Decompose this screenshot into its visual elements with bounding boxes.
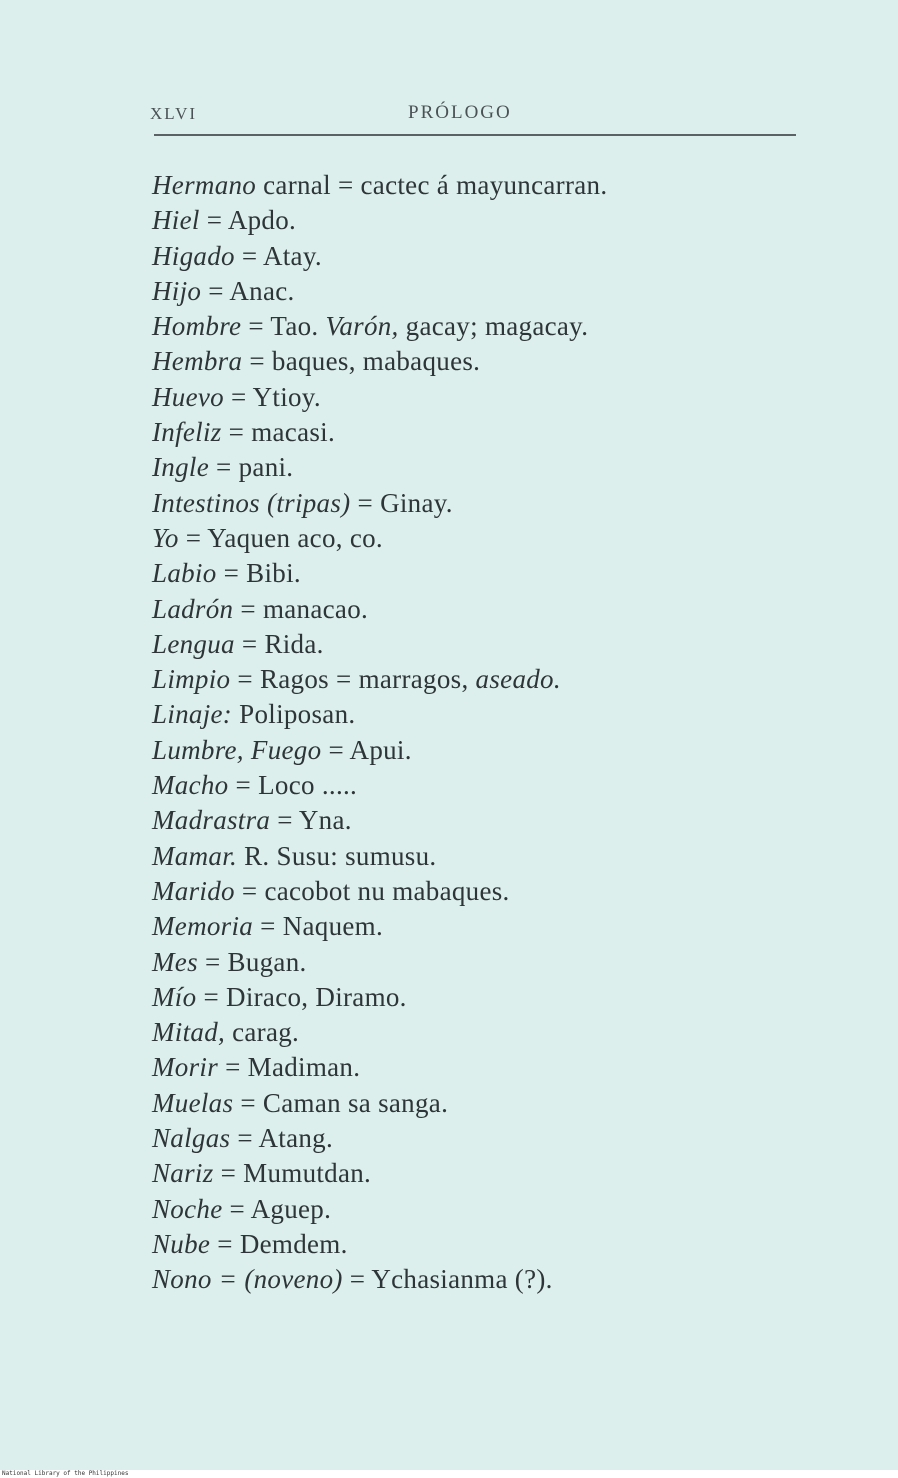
- vocabulary-entry: [152, 168, 852, 203]
- entry-translation: R. Susu: sumusu.: [237, 840, 437, 871]
- entry-term: Lumbre, Fuego: [152, 734, 322, 765]
- entry-term: Infeliz: [152, 417, 222, 448]
- entry-term: Ladrón: [152, 593, 234, 624]
- entry-translation: = baques, mabaques.: [242, 346, 481, 377]
- entry-translation: = Ragos = marragos,: [230, 664, 476, 695]
- vocabulary-entry: [152, 803, 852, 838]
- entry-translation: = Rida.: [234, 628, 324, 659]
- vocabulary-entry: [152, 556, 852, 591]
- entry-translation: = Naquem.: [253, 911, 384, 942]
- entry-translation: = Demdem.: [210, 1228, 348, 1259]
- vocabulary-entry: [152, 203, 852, 238]
- entry-translation: Poliposan.: [232, 699, 356, 730]
- entry-term: Memoria: [152, 911, 254, 942]
- entry-term: Huevo: [152, 381, 224, 412]
- entry-term: Muelas: [152, 1087, 234, 1118]
- vocabulary-entry: [152, 521, 852, 556]
- header-rule: [154, 134, 796, 136]
- entry-term: Hiel: [152, 205, 200, 236]
- vocabulary-list: [152, 168, 852, 1298]
- entry-translation: = Bibi.: [216, 558, 301, 589]
- vocabulary-entry: [152, 239, 852, 274]
- entry-term: Morir: [152, 1052, 219, 1083]
- entry-term: Limpio: [152, 664, 231, 695]
- entry-term: Higado: [152, 240, 235, 271]
- vocabulary-entry: [152, 733, 852, 768]
- entry-translation: = Apui.: [321, 734, 412, 765]
- vocabulary-entry: [152, 980, 852, 1015]
- vocabulary-entry: [152, 874, 852, 909]
- entry-translation: = Mumutdan.: [213, 1158, 372, 1189]
- entry-translation: = Caman sa sanga.: [233, 1087, 449, 1118]
- vocabulary-entry: [152, 697, 852, 732]
- entry-translation: = Loco .....: [228, 770, 358, 801]
- vocabulary-entry: [152, 1121, 852, 1156]
- vocabulary-entry: [152, 1086, 852, 1121]
- entry-term: Hermano: [152, 170, 257, 200]
- entry-term: Nono = (noveno): [152, 1264, 343, 1295]
- entry-translation: = Yaquen aco, co.: [178, 522, 383, 553]
- page-header: [150, 100, 796, 134]
- vocabulary-entry: [152, 344, 852, 379]
- vocabulary-entry: [152, 1050, 852, 1085]
- entry-translation: = Diraco, Diramo.: [196, 981, 407, 1012]
- vocabulary-entry: [152, 486, 852, 521]
- entry-translation: = Anac.: [201, 275, 295, 306]
- entry-term: Nariz: [152, 1158, 214, 1189]
- entry-term: Mes: [152, 946, 198, 977]
- entry-term: Hijo: [152, 275, 202, 306]
- entry-translation: carag.: [225, 1017, 300, 1048]
- entry-term: Ingle: [152, 452, 209, 483]
- vocabulary-entry: [152, 415, 852, 450]
- vocabulary-entry: [152, 627, 852, 662]
- entry-term: Noche: [152, 1193, 223, 1224]
- entry-translation: = manacao.: [233, 593, 369, 624]
- vocabulary-entry: [152, 1156, 852, 1191]
- entry-translation: = Ginay.: [350, 487, 453, 518]
- entry-term: Mitad,: [152, 1017, 226, 1048]
- vocabulary-entry: [152, 450, 852, 485]
- entry-term: Hembra: [152, 346, 243, 377]
- entry-translation: = Atang.: [230, 1123, 333, 1154]
- entry-term: Nube: [152, 1228, 211, 1259]
- entry-translation: = Bugan.: [197, 946, 307, 977]
- entry-translation: = macasi.: [221, 417, 336, 448]
- vocabulary-entry: [152, 309, 852, 344]
- entry-translation: = Madiman.: [218, 1052, 361, 1083]
- entry-term: Mamar.: [152, 840, 238, 871]
- running-title: PRÓLOGO: [408, 102, 512, 123]
- vocabulary-entry: [152, 839, 852, 874]
- folio-number: XLVI: [150, 104, 198, 123]
- entry-translation: = Ytioy.: [223, 381, 321, 412]
- vocabulary-entry: [152, 1262, 852, 1297]
- entry-translation: = Apdo.: [199, 205, 297, 236]
- vocabulary-entry: [152, 1015, 852, 1050]
- entry-term: Madrastra: [152, 805, 271, 836]
- entry-term: Mío: [152, 981, 197, 1012]
- entry-term: Linaje:: [152, 699, 233, 730]
- vocabulary-entry: [152, 380, 852, 415]
- entry-translation: = Ychasianma (?).: [342, 1264, 553, 1295]
- entry-term: Lengua: [152, 628, 235, 659]
- entry-translation: = Yna.: [270, 805, 352, 836]
- entry-translation: gacay; magacay.: [398, 311, 589, 342]
- entry-translation: = Atay.: [234, 240, 322, 271]
- vocabulary-entry: [152, 1192, 852, 1227]
- library-credit: National Library of the Philippines: [2, 1470, 129, 1477]
- entry-translation: = Tao.: [241, 311, 326, 342]
- vocabulary-entry: [152, 274, 852, 309]
- vocabulary-entry: [152, 945, 852, 980]
- vocabulary-entry: [152, 909, 852, 944]
- entry-term: Intestinos (tripas): [152, 487, 351, 518]
- entry-term: Nalgas: [152, 1123, 231, 1154]
- vocabulary-entry: [152, 592, 852, 627]
- entry-term: Macho: [152, 770, 229, 801]
- entry-term: Labio: [152, 558, 217, 589]
- entry-translation: = pani.: [208, 452, 294, 483]
- entry-term: Varón,: [325, 311, 399, 342]
- entry-term: Marido: [152, 875, 235, 906]
- entry-translation: = cacobot nu mabaques.: [234, 875, 510, 906]
- entry-translation: carnal = cactec á mayuncarran.: [256, 170, 608, 200]
- vocabulary-entry: [152, 768, 852, 803]
- vocabulary-entry: [152, 662, 852, 697]
- entry-term: Hombre: [152, 311, 242, 342]
- entry-term: aseado.: [475, 664, 561, 695]
- vocabulary-entry: [152, 1227, 852, 1262]
- entry-term: Yo: [152, 522, 179, 553]
- entry-translation: = Aguep.: [222, 1193, 332, 1224]
